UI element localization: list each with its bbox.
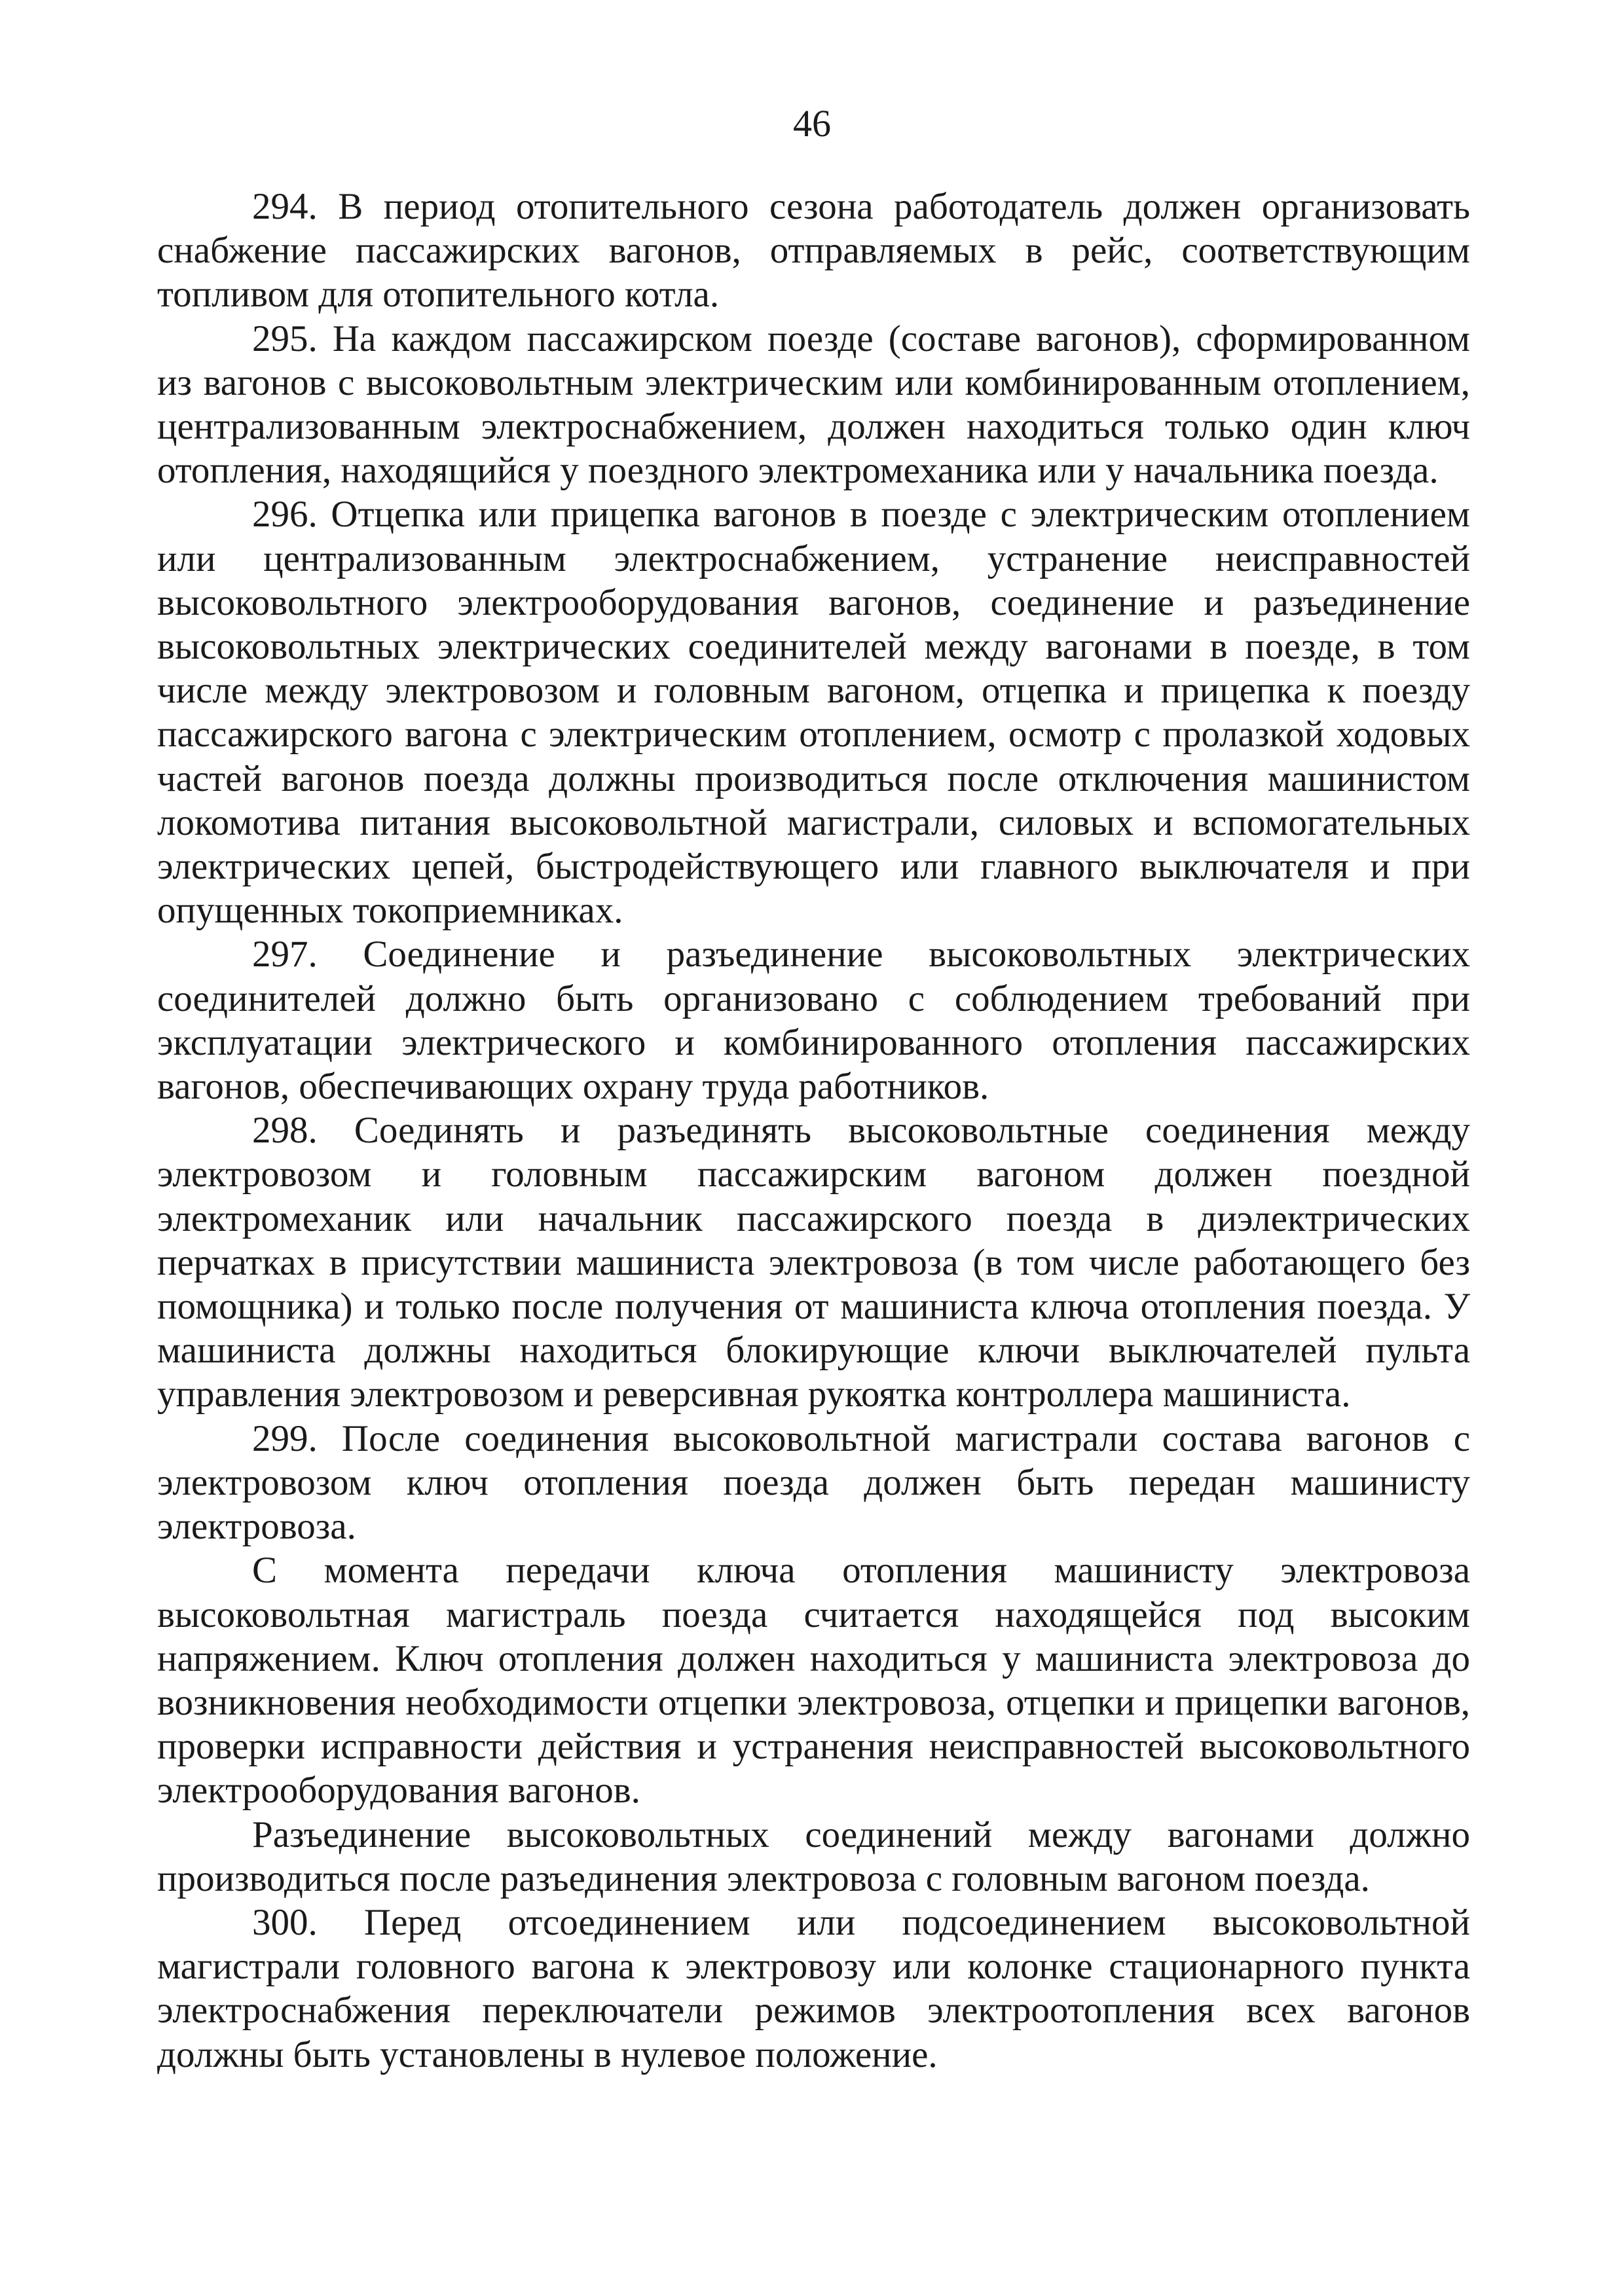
paragraph-299: 299. После соединения высоковольтной магистрали состава вагонов с электровозом ключ отопления поезда должен быть передан машинисту электровоза.: [157, 1417, 1470, 1548]
paragraph-297: 297. Соединение и разъединение высоковольтных электрических соединителей должно быть организовано с соблюдением требований при эксплуатации электрического и комбинированного отопления пассажирских вагонов, обеспечивающих охрану труда работников.: [157, 934, 1470, 1108]
page-number: 46: [793, 102, 831, 145]
paragraph-300: 300. Перед отсоединением или подсоединением высоковольтной магистрали головного вагона к электровозу или колонке стационарного пункта электроснабжения переключатели режимов электроотопления всех вагонов должны быть установлены в нулевое положение.: [157, 1901, 1470, 2075]
paragraph-298: 298. Соединять и разъединять высоковольтные соединения между электровозом и головным пассажирским вагоном должен поездной электромеханик или начальник пассажирского поезда в диэлектрических перчатках в присутствии машиниста электровоза (в том числе работающего без помощника) и только после получения от машиниста ключа отопления поезда. У машиниста должны находиться блокирующие ключи выключателей пульта управления электровозом и реверсивная рукоятка контроллера машиниста.: [157, 1110, 1470, 1415]
paragraph-299-disconnection: Разъединение высоковольтных соединений между вагонами должно производиться после разъединения электровоза с головным вагоном поезда.: [157, 1813, 1470, 1899]
paragraph-299-continued: С момента передачи ключа отопления машинисту электровоза высоковольтная магистраль поезда считается находящейся под высоким напряжением. Ключ отопления должен находиться у машиниста электровоза до возникновения необходимости отцепки электровоза, отцепки и прицепки вагонов, проверки исправности действия и устранения неисправностей высоковольтного электрооборудования вагонов.: [157, 1550, 1470, 1812]
paragraph-295: 295. На каждом пассажирском поезде (составе вагонов), сформированном из вагонов с высоковольтным электрическим или комбинированным отоплением, централизованным электроснабжением, должен находиться только один ключ отопления, находящийся у поездного электромеханика или у начальника поезда.: [157, 318, 1470, 492]
document-body: [157, 185, 1470, 2077]
paragraph-294: 294. В период отопительного сезона работодатель должен организовать снабжение пассажирских вагонов, отправляемых в рейс, соответствующим топливом для отопительного котла.: [157, 186, 1470, 316]
paragraph-296: 296. Отцепка или прицепка вагонов в поезде с электрическим отоплением или централизованным электроснабжением, устранение неисправностей высоковольтного электрооборудования вагонов, соединение и разъединение высоковольтных электрических соединителей между вагонами в поезде, в том числе между электровозом и головным вагоном, отцепка и прицепка к поезду пассажирского вагона с электрическим отоплением, осмотр с пролазкой ходовых частей вагонов поезда должны производиться после отключения машинистом локомотива питания высоковольтной магистрали, силовых и вспомогательных электрических цепей, быстродействующего или главного выключателя и при опущенных токоприемниках.: [157, 494, 1470, 932]
